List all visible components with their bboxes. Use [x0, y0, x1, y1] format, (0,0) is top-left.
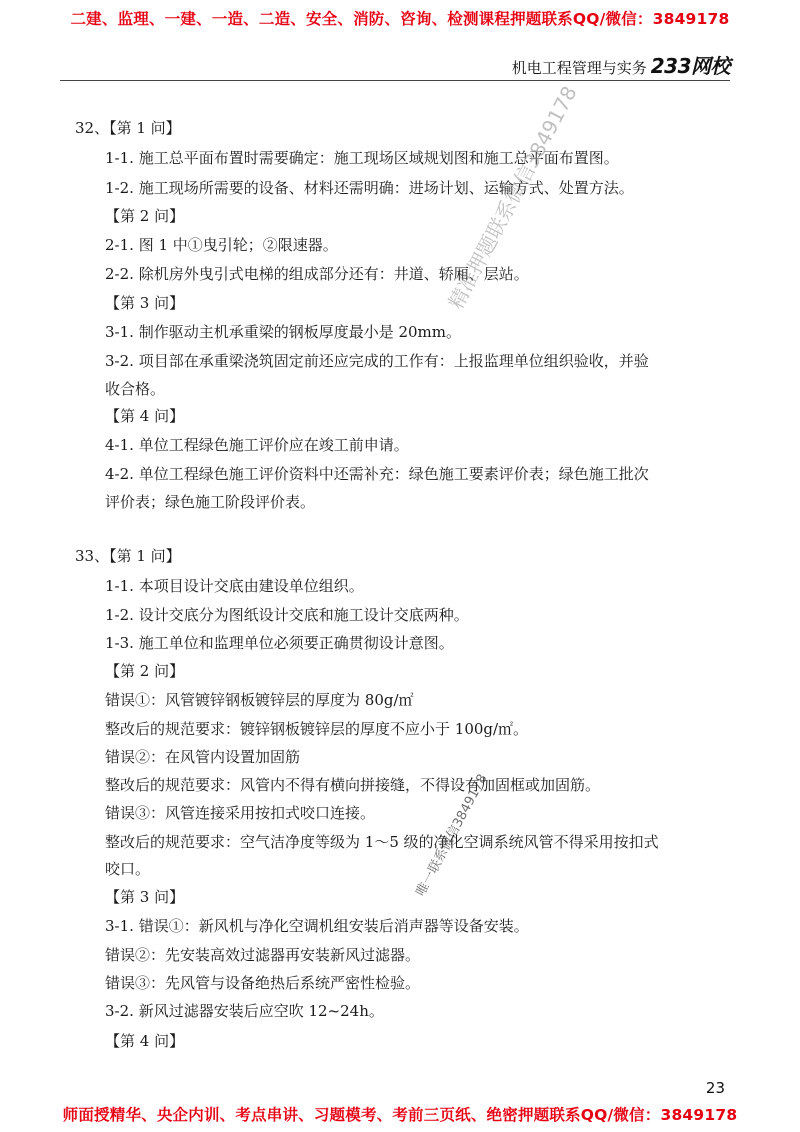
q33-heading: 33、【第 1 问】: [75, 547, 181, 565]
answer-line: 1-3. 施工单位和监理单位必须要正确贯彻设计意图。: [105, 634, 454, 652]
answer-line: 3-1. 制作驱动主机承重梁的钢板厚度最小是 20mm。: [105, 323, 461, 341]
answer-line: 整改后的规范要求：镀锌钢板镀锌层的厚度不应小于 100g/㎡。: [105, 720, 529, 738]
answer-line: 3-1. 错误①：新风机与净化空调机组安装后消声器等设备安装。: [105, 917, 529, 935]
answer-line: 错误②：在风管内设置加固筋: [105, 748, 301, 766]
answer-line: 2-1. 图 1 中①曳引轮；②限速器。: [105, 236, 338, 254]
answer-line: 4-1. 单位工程绿色施工评价应在竣工前申请。: [105, 436, 409, 454]
answer-line: 2-2. 除机房外曳引式电梯的组成部分还有：井道、轿厢、层站。: [105, 265, 529, 283]
section-heading: 【第 2 问】: [105, 662, 185, 680]
answer-line: 4-2. 单位工程绿色施工评价资料中还需补充：绿色施工要素评价表；绿色施工批次: [105, 465, 649, 483]
q32-heading: 32、【第 1 问】: [75, 119, 181, 137]
watermark-text: 唯一联系微信3849178: [413, 771, 491, 899]
answer-line: 3-2. 项目部在承重梁浇筑固定前还应完成的工作有：上报监理单位组织验收，并验: [105, 352, 649, 370]
header-title: 机电工程管理与实务: [511, 59, 647, 77]
answer-line: 1-2. 施工现场所需要的设备、材料还需明确：进场计划、运输方式、处置方法。: [105, 179, 634, 197]
section-heading: 【第 2 问】: [105, 207, 185, 225]
answer-line: 错误③：先风管与设备绝热后系统严密性检验。: [105, 974, 421, 992]
answer-line: 错误②：先安装高效过滤器再安装新风过滤器。: [105, 946, 421, 964]
brand-logo: 233网校: [650, 54, 730, 78]
header-divider: [60, 80, 730, 81]
answer-line: 收合格。: [105, 380, 166, 398]
page-number: 23: [705, 1079, 725, 1097]
answer-line: 整改后的规范要求：空气洁净度等级为 1～5 级的净化空调系统风管不得采用按扣式: [105, 833, 659, 851]
top-banner: 二建、监理、一建、一造、二造、安全、消防、咨询、检测课程押题联系QQ/微信：3849178: [70, 10, 730, 28]
bottom-banner: 师面授精华、央企内训、考点串讲、习题模考、考前三页纸、绝密押题联系QQ/微信：3849178: [62, 1106, 738, 1124]
section-heading: 【第 4 问】: [105, 1032, 185, 1050]
section-heading: 【第 3 问】: [105, 888, 185, 906]
answer-line: 3-2. 新风过滤器安装后应空吹 12~24h。: [105, 1002, 384, 1020]
answer-line: 整改后的规范要求：风管内不得有横向拼接缝，不得设有加固框或加固筋。: [105, 776, 601, 794]
answer-line: 1-1. 施工总平面布置时需要确定：施工现场区域规划图和施工总平面布置图。: [105, 149, 619, 167]
page-header: [512, 50, 730, 79]
answer-line: 咬口。: [105, 860, 151, 878]
answer-line: 1-1. 本项目设计交底由建设单位组织。: [105, 577, 364, 595]
section-heading: 【第 3 问】: [105, 294, 185, 312]
answer-line: 评价表；绿色施工阶段评价表。: [105, 493, 316, 511]
answer-line: 错误③：风管连接采用按扣式咬口连接。: [105, 804, 376, 822]
answer-line: 1-2. 设计交底分为图纸设计交底和施工设计交底两种。: [105, 606, 469, 624]
watermark-text: 精准押题联系微信3849178: [443, 81, 582, 314]
answer-line: 错误①：风管镀锌钢板镀锌层的厚度为 80g/㎡: [105, 691, 414, 709]
section-heading: 【第 4 问】: [105, 407, 185, 425]
